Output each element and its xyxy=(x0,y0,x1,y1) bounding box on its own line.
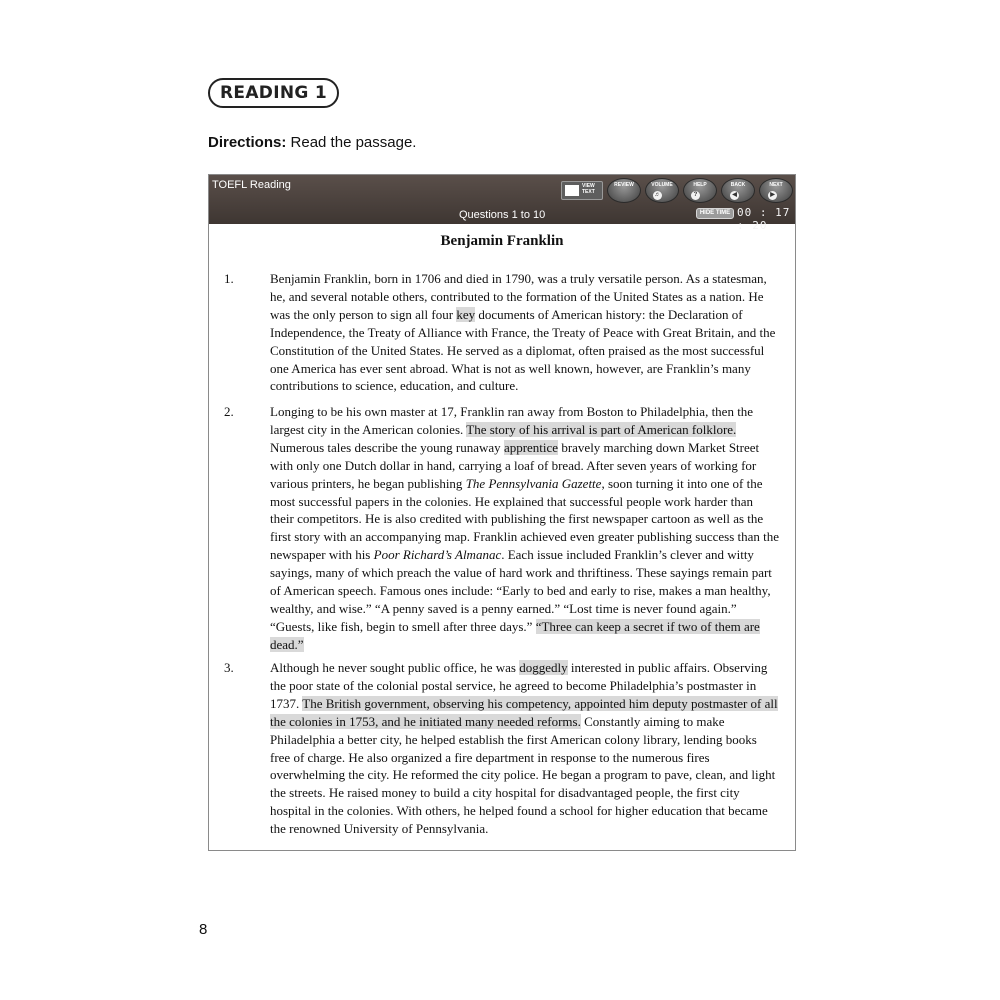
next-button[interactable] xyxy=(759,178,793,203)
directions xyxy=(208,134,416,151)
help-button[interactable] xyxy=(683,178,717,203)
page-number: 8 xyxy=(199,921,208,938)
highlighted-text[interactable]: apprentice xyxy=(503,439,559,455)
back-arrow-icon: ◀ xyxy=(730,191,739,200)
text-segment: interested in public affairs. Observing the poor state of the colonial postal service, he agreed to become Philadelphia’s postmaster in 1737. xyxy=(270,660,768,711)
help-button-label: HELP xyxy=(693,182,707,188)
directions-text: Read the passage. xyxy=(286,134,417,151)
highlighted-text[interactable]: key xyxy=(456,306,476,322)
paragraph-number: 3. xyxy=(224,660,234,675)
paragraph-text xyxy=(270,403,780,654)
highlighted-text[interactable]: The story of his arrival is part of American folklore. xyxy=(466,421,737,437)
view-text-label-1: VIEW xyxy=(582,183,595,189)
review-button-label: REVIEW xyxy=(614,182,634,188)
text-segment: Although he never sought public office, he was xyxy=(270,660,520,675)
text-segment: , soon turning it into one of the most successful papers in the colonies. He explained that successful people work harder than their competitors. He is also credited with publishing the first newspaper cartoon as well as the first story with an accompanying map. Franklin achieved even greater publishing success than the newspaper with his xyxy=(270,475,780,563)
text-segment: Longing to be his own master at 17, Franklin ran away from Boston to Philadelphia, then the largest city in the American colonies. xyxy=(270,404,754,437)
next-arrow-icon: ▶ xyxy=(768,191,777,200)
test-window xyxy=(208,174,796,851)
text-segment: . Each issue included Franklin’s clever and witty sayings, many of which preach the value of hard work and thriftiness. These sayings remain part of American speech. Famous ones include: “Early to bed and early to rise, makes a man healthy, wealthy, and wise.” “A penny saved is a penny earned.” “Lost time is never found again.” “Guests, like fish, begin to smell after three days.” xyxy=(270,547,772,634)
italic-text: Poor Richard’s Almanac xyxy=(373,547,502,563)
back-button-label: BACK xyxy=(730,182,746,188)
review-button[interactable] xyxy=(607,178,641,203)
text-segment: Constantly aiming to make Philadelphia a better city, he helped establish the first American colony library, lending books free of charge. He also organized a fire department in response to the numerous fires overwhelming the city. He reformed the city police. He began a program to pave, clean, and light the streets. He raised money to build a city hospital for disadvantaged people, the first city hospital in the colonies. With others, he helped found a school for higher education that became the renowned University of Pennsylvania. xyxy=(270,713,776,837)
italic-text: The Pennsylvania Gazette xyxy=(465,475,602,491)
highlighted-text[interactable]: doggedly xyxy=(519,660,568,675)
highlighted-text[interactable]: The British government, observing his competency, appointed him deputy postmaster of all the colonies in 1753, and he initiated many needed reforms. xyxy=(270,695,778,729)
questions-range: Questions 1 to 10 xyxy=(459,209,546,221)
text-segment: Benjamin Franklin, born in 1706 and died in 1790, was a truly versatile person. As a statesman, he, and several notable others, contributed to the formation of the United States as a nation. He was the only person to sign all four xyxy=(270,271,767,322)
speaker-icon: ♬ xyxy=(654,192,661,198)
paragraph-number: 2. xyxy=(224,404,234,419)
view-text-label-2: TEXT xyxy=(582,188,595,195)
text-segment: bravely marching down Market Street with only one Dutch dollar in hand, carrying a loaf of bread. After seven years of working for various printers, he began publishing xyxy=(270,439,760,491)
timer: 00 : 17 : 20 xyxy=(737,206,791,232)
paragraph-text xyxy=(270,270,780,395)
paragraph-text xyxy=(270,659,780,838)
question-icon: ? xyxy=(691,191,700,200)
highlighted-text[interactable]: “Three can keep a secret if two of them are dead.” xyxy=(270,618,760,652)
back-button[interactable] xyxy=(721,178,755,203)
text-segment: documents of American history: the Declaration of Independence, the Treaty of Alliance with France, the Treaty of Peace with Great Britain, and the Constitution of the United States. He served as a diplomat, often praised as the most successful one America has ever sent abroad. What is not as well known, however, are Franklin’s many contributions to science, education, and culture. xyxy=(270,306,776,394)
volume-button-label: VOLUME xyxy=(651,182,673,188)
volume-button[interactable] xyxy=(645,178,679,203)
paragraph-number: 1. xyxy=(224,271,234,286)
text-segment: Numerous tales describe the young runaway xyxy=(270,439,504,455)
view-text-icon xyxy=(565,185,579,196)
passage-title: Benjamin Franklin xyxy=(440,233,564,249)
section-label: READING 1 xyxy=(208,78,339,108)
toolbar xyxy=(209,175,795,232)
toolbar-title: TOEFL Reading xyxy=(212,179,291,191)
hide-time-button[interactable]: HIDE TIME xyxy=(696,208,734,219)
directions-label: Directions: xyxy=(208,134,287,151)
next-button-label: NEXT xyxy=(769,182,783,188)
view-text-button[interactable] xyxy=(561,181,603,200)
